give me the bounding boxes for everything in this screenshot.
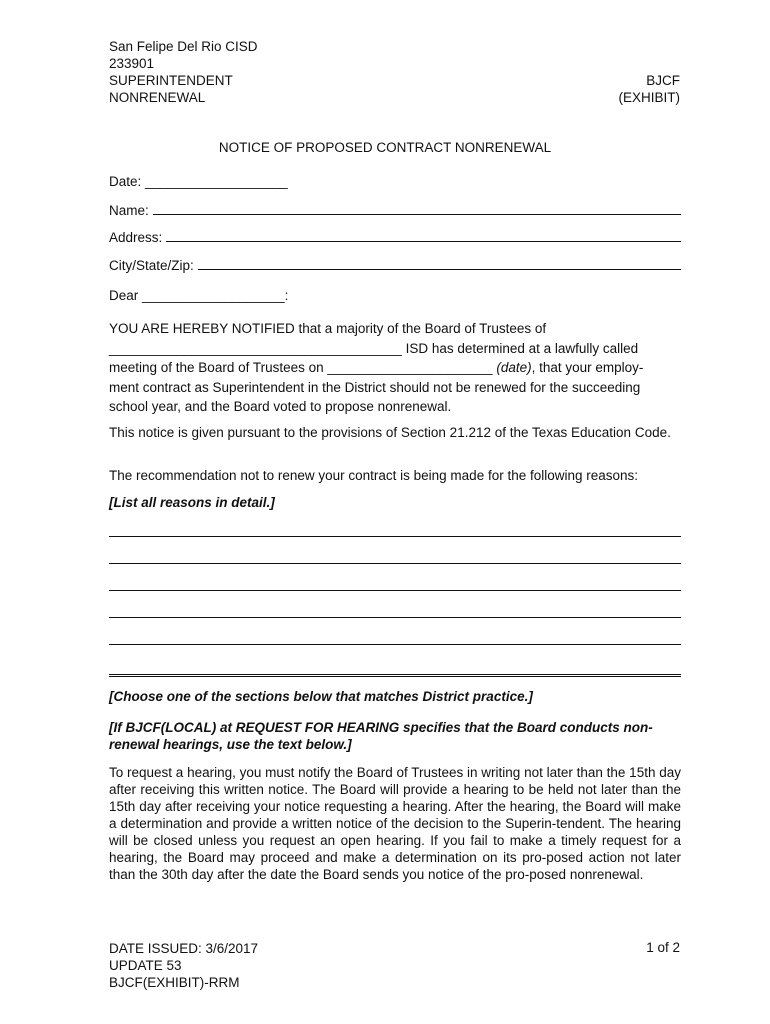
- address-field: [109, 228, 681, 245]
- district-name: San Felipe Del Rio CISD: [109, 39, 258, 54]
- address-blank-line: [166, 228, 681, 242]
- footer-left: [109, 940, 258, 991]
- page-number: 1 of 2: [646, 940, 680, 955]
- reasons-instruction: [List all reasons in detail.]: [109, 495, 275, 510]
- notification-paragraph: [109, 319, 681, 417]
- notification-line-1: YOU ARE HEREBY NOTIFIED that a majority of the Board of Trustees of: [109, 321, 547, 336]
- salutation: [109, 288, 681, 303]
- date-label: Date: ___________________: [109, 174, 288, 189]
- name-blank-line: [153, 201, 681, 215]
- policy-subject: NONRENEWAL: [109, 90, 206, 105]
- name-label: Name:: [109, 203, 149, 218]
- reason-line-3: [109, 590, 681, 591]
- header-right: [618, 72, 680, 106]
- city-field: [109, 256, 681, 273]
- city-label: City/State/Zip:: [109, 258, 194, 273]
- update-number: UPDATE 53: [109, 958, 182, 973]
- date-field: [109, 174, 681, 189]
- document-title: NOTICE OF PROPOSED CONTRACT NONRENEWAL: [218, 140, 552, 155]
- notification-line-5: school year, and the Board voted to propose nonrenewal.: [109, 399, 452, 415]
- reasons-intro: The recommendation not to renew your contract is being made for the following reasons:: [109, 468, 639, 483]
- date-issued: DATE ISSUED: 3/6/2017: [109, 941, 259, 956]
- reason-line-5: [109, 644, 681, 645]
- section-divider: [109, 674, 681, 677]
- policy-category: SUPERINTENDENT: [109, 73, 233, 88]
- city-blank-line: [198, 256, 681, 270]
- statute-paragraph: This notice is given pursuant to the provisions of Section 21.212 of the Texas Education Code.: [109, 425, 671, 440]
- notification-line-3: [109, 358, 681, 378]
- notification-line-3-end: , that your employ-: [531, 360, 644, 376]
- dear-label: Dear ___________________:: [109, 288, 289, 303]
- address-label: Address:: [109, 230, 163, 245]
- reason-line-4: [109, 617, 681, 618]
- notification-line-2: _______________________________________ ISD has determined at a lawfully called: [109, 340, 639, 356]
- date-hint: (date): [496, 360, 532, 376]
- reason-line-2: [109, 563, 681, 564]
- notification-line-3-text: meeting of the Board of Trustees on ______________________: [109, 360, 493, 376]
- header-left: [109, 38, 258, 106]
- name-field: [109, 201, 681, 218]
- policy-type: (EXHIBIT): [618, 90, 680, 105]
- policy-code: BJCF: [646, 73, 680, 88]
- hearing-instruction: [If BJCF(LOCAL) at REQUEST FOR HEARING specifies that the Board conducts non-renewal hearings, use the text below.]: [109, 720, 653, 752]
- district-number: 233901: [109, 56, 155, 71]
- choose-instruction: [Choose one of the sections below that matches District practice.]: [109, 689, 533, 704]
- hearing-paragraph: To request a hearing, you must notify the Board of Trustees in writing not later than the 15th day after receiving this written notice. The Board will provide a hearing to be held not later than the 15th day after receiving your notice requesting a hearing. After the hearing, the Board will make a determination and provide a written notice of the decision to the Superin-tendent. The hearing will be closed unless you request an open hearing. If you fail to make a timely request for a hearing, the Board may proceed and make a determination on its pro-posed action not later than the 30th day after the date the Board sends you notice of the pro-posed nonrenewal.: [109, 765, 681, 882]
- document-reference: BJCF(EXHIBIT)-RRM: [109, 975, 240, 990]
- reason-line-1: [109, 536, 681, 537]
- notification-line-4: ment contract as Superintendent in the District should not be renewed for the succeeding: [109, 379, 641, 395]
